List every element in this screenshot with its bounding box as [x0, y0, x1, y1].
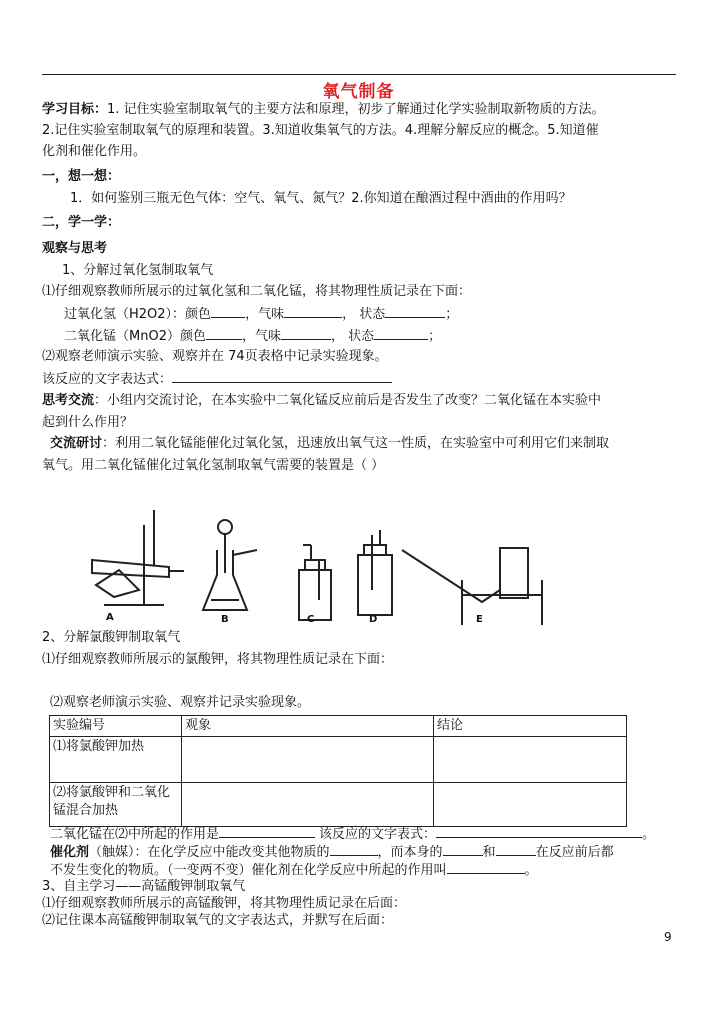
blank[interactable] — [374, 327, 428, 340]
paragraph-1: ⑴仔细观察教师所展示的过氧化氢和二氧化锰，将其物理性质记录在下面： — [42, 284, 472, 299]
talk-research-line-1: 交流研讨：利用二氧化锰能催化过氧化氢，迅速放出氧气这一性质，在实验室中可利用它们来制取 — [50, 436, 610, 451]
page-title: 氧气制备 — [322, 82, 395, 102]
table-cell[interactable] — [182, 737, 434, 783]
blank[interactable] — [172, 370, 392, 383]
table-header: 实验编号 — [50, 716, 182, 737]
header-rule — [42, 74, 676, 75]
think-label: 思考交流 — [42, 393, 95, 408]
mno2-properties-line: 二氧化锰（MnO2）颜色 ，气味 ， 状态 ； — [64, 329, 442, 344]
apparatus-b — [203, 520, 257, 610]
item-1-heading: 1、分解过氧化氢制取氧气 — [62, 263, 214, 278]
table-cell[interactable] — [434, 737, 627, 783]
apparatus-e — [402, 548, 542, 625]
item-2-heading: 2、分解氯酸钾制取氧气 — [42, 630, 181, 645]
table-header-row — [50, 716, 627, 737]
objectives-line-3: 化剂和催化作用。 — [42, 144, 147, 159]
blank[interactable] — [219, 825, 315, 838]
paragraph-4: ⑴仔细观察教师所展示的氯酸钾，将其物理性质记录在下面： — [42, 652, 394, 667]
mno2-role-line: 二氧化锰在⑵中所起的作用是 该反应的文字表式： 。 — [50, 827, 656, 842]
paragraph-6: ⑴仔细观察教师所展示的高锰酸钾，将其物理性质记录在后面： — [42, 896, 407, 911]
objectives-label: 学习目标： — [42, 102, 108, 117]
item-3-heading: 3、自主学习——高锰酸钾制取氧气 — [42, 879, 246, 894]
apparatus-label-e: E — [476, 614, 483, 625]
catalyst-label: 催化剂 — [50, 845, 90, 860]
table-cell[interactable] — [434, 783, 627, 827]
table-row — [50, 783, 627, 827]
table-cell: ⑵将氯酸钾和二氧化锰混合加热 — [50, 783, 182, 827]
apparatus-label-b: B — [221, 614, 229, 625]
section-1-question: 1．如何鉴别三瓶无色气体：空气、氧气、氮气？2.你知道在酿酒过程中酒曲的作用吗？ — [70, 191, 572, 206]
section-2-heading: 二，学一学： — [42, 215, 121, 230]
apparatus-a — [92, 510, 184, 605]
blank[interactable] — [443, 843, 483, 856]
section-1-heading: 一，想一想： — [42, 169, 121, 184]
blank[interactable] — [385, 305, 445, 318]
objectives-line-2: 2.记住实验室制取氧气的原理和装置。3.知道收集氧气的方法。4.理解分解反应的概念。5.知道催 — [42, 123, 599, 138]
talk-label: 交流研讨 — [50, 436, 103, 451]
blank[interactable] — [330, 843, 378, 856]
experiment-table — [49, 715, 627, 827]
blank[interactable] — [284, 305, 342, 318]
word-equation-line: 该反应的文字表达式： — [42, 370, 392, 389]
apparatus-label-a: A — [106, 612, 114, 623]
blank[interactable] — [436, 825, 642, 838]
talk-research-line-2: 氧气。用二氧化锰催化过氧化氢制取氧气需要的装置是（ ） — [42, 458, 385, 473]
lab-apparatus-figure — [84, 505, 544, 625]
table-header: 观象 — [182, 716, 434, 737]
objectives-line-1: 学习目标：1. 记住实验室制取氧气的主要方法和原理，初步了解通过化学实验制取新物质的方法。 — [42, 102, 605, 117]
catalyst-def-line-1: 催化剂（触媒）：在化学反应中能改变其他物质的 ，而本身的 和 在反应前后都 — [50, 845, 614, 860]
table-header: 结论 — [434, 716, 627, 737]
think-discuss-line-1: 思考交流：小组内交流讨论，在本实验中二氧化锰反应前后是否发生了改变？二氧化锰在本实验中 — [42, 393, 602, 408]
paragraph-2: ⑵观察老师演示实验、观察并在 74页表格中记录实验现象。 — [42, 349, 388, 364]
observe-think-heading: 观察与思考 — [42, 241, 108, 256]
page-number: 9 — [664, 930, 672, 944]
apparatus-label-d: D — [369, 614, 378, 625]
apparatus-label-c: C — [307, 614, 315, 625]
apparatus-d — [358, 530, 392, 615]
blank[interactable] — [211, 305, 245, 318]
paragraph-7: ⑵记住课本高锰酸钾制取氧气的文字表达式，并默写在后面： — [42, 913, 394, 928]
paragraph-5: ⑵观察老师演示实验、观察并记录实验现象。 — [50, 695, 311, 710]
blank[interactable] — [206, 327, 242, 340]
blank[interactable] — [496, 843, 536, 856]
h2o2-properties-line: 过氧化氢（H2O2）：颜色 ，气味 ， 状态 ； — [64, 307, 459, 322]
table-cell[interactable] — [182, 783, 434, 827]
catalyst-def-line-2: 不发生变化的物质。（一变两不变）催化剂在化学反应中所起的作用叫 。 — [50, 863, 538, 878]
blank[interactable] — [281, 327, 331, 340]
apparatus-labels — [106, 612, 483, 625]
table-row — [50, 737, 627, 783]
apparatus-c — [299, 545, 331, 620]
think-discuss-line-2: 起到什么作用？ — [42, 415, 134, 430]
table-cell: ⑴将氯酸钾加热 — [50, 737, 182, 783]
blank[interactable] — [447, 861, 525, 874]
